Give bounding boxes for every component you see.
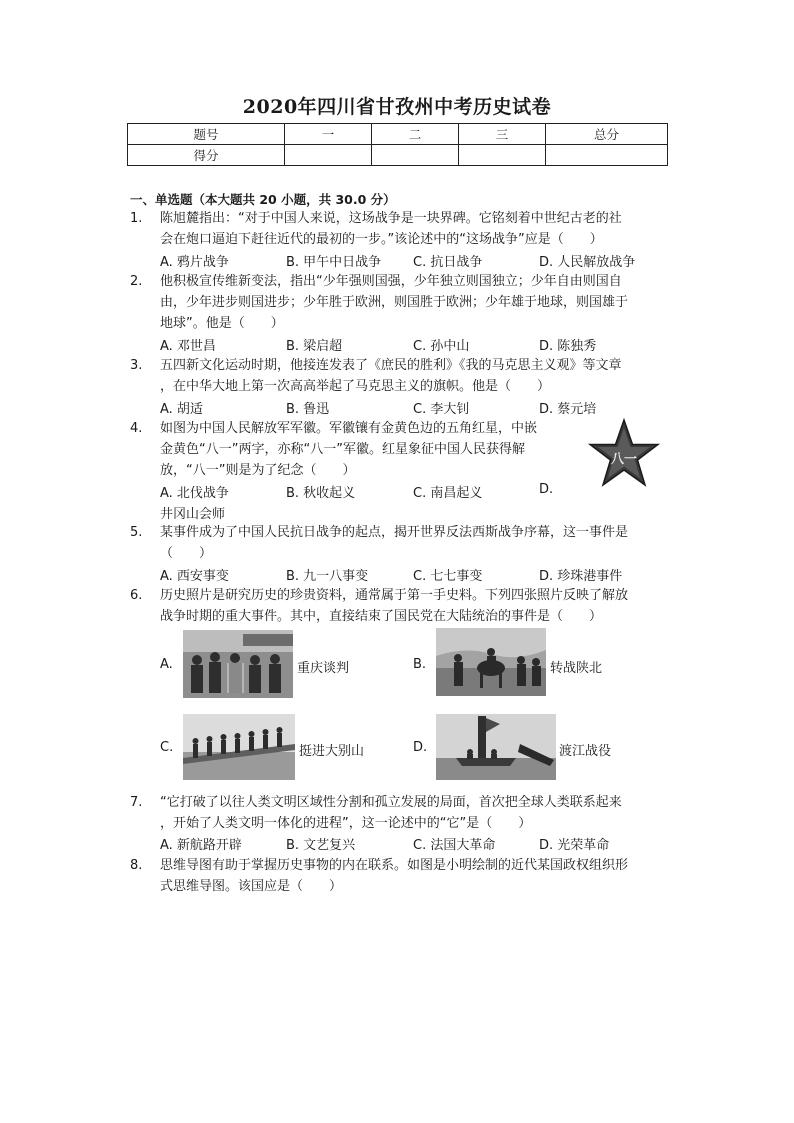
question-number: 8. xyxy=(130,858,143,873)
score-table xyxy=(127,123,668,166)
photo-option-c-letter[interactable]: C. xyxy=(160,740,174,755)
section-heading: 一、单选题（本大题共 20 小题，共 30.0 分） xyxy=(130,192,396,207)
yangtze-crossing-photo[interactable] xyxy=(436,714,556,780)
stem-line: ，开始了人类文明一体化的进程”，这一论述中的“它”是（ ） xyxy=(160,816,532,831)
question-stem xyxy=(160,355,665,397)
photo-option-a-letter[interactable]: A. xyxy=(160,657,173,672)
photo-option-c-caption: 挺进大别山 xyxy=(299,744,365,759)
photo-option-d-letter[interactable]: D. xyxy=(413,740,428,755)
question-stem xyxy=(160,418,590,481)
chongqing-negotiation-photo[interactable] xyxy=(183,630,293,698)
stem-line: 会在炮口逼迫下赶往近代的最初的一步。”该论述中的“这场战争”应是（ ） xyxy=(160,232,603,247)
score-header-cell: 题号 xyxy=(128,124,285,145)
option-d[interactable]: D. 人民解放战争 xyxy=(539,255,636,270)
question-stem xyxy=(160,522,665,564)
dabie-mountains-photo[interactable] xyxy=(183,714,295,780)
option-a[interactable]: A. 新航路开辟 xyxy=(160,838,242,853)
question-number: 2. xyxy=(130,274,143,289)
stem-line: 思维导图有助于掌握历史事物的内在联系。如图是小明绘制的近代某国政权组织形 xyxy=(160,858,629,873)
question-number: 3. xyxy=(130,358,143,373)
stem-line: 由，少年进步则国进步；少年胜于欧洲，则国胜于欧洲；少年雄于地球，则国雄于 xyxy=(160,295,629,310)
option-c[interactable]: C. 孙中山 xyxy=(413,339,470,354)
question-stem xyxy=(160,585,665,627)
photo-option-b-letter[interactable]: B. xyxy=(413,657,427,672)
army-emblem-star-icon xyxy=(588,418,660,490)
option-b[interactable]: B. 甲午中日战争 xyxy=(286,255,382,270)
option-b[interactable]: B. 九一八事变 xyxy=(286,569,369,584)
stem-line: 历史照片是研究历史的珍贵资料，通常属于第一手史料。下列四张照片反映了解放 xyxy=(160,588,629,603)
stem-line: 地球”。他是（ ） xyxy=(160,316,284,331)
stem-line: 陈旭麓指出：“对于中国人来说，这场战争是一块界碑。它铭刻着中世纪古老的社 xyxy=(160,211,622,226)
stem-line: 他积极宣传维新变法，指出“少年强则国强，少年独立则国独立；少年自由则国自 xyxy=(160,274,622,289)
option-b[interactable]: B. 秋收起义 xyxy=(286,486,356,501)
question-number: 7. xyxy=(130,795,143,810)
option-d[interactable]: D. 珍珠港事件 xyxy=(539,569,623,584)
option-c[interactable]: C. 法国大革命 xyxy=(413,838,496,853)
question-stem xyxy=(160,208,665,250)
option-b[interactable]: B. 文艺复兴 xyxy=(286,838,356,853)
stem-line: 五四新文化运动时期，他接连发表了《庶民的胜利》《我的马克思主义观》等文章 xyxy=(160,358,622,373)
option-c[interactable]: C. 抗日战争 xyxy=(413,255,483,270)
stem-line: 某事件成为了中国人民抗日战争的起点，揭开世界反法西斯战争序幕，这一事件是 xyxy=(160,525,629,540)
score-table-header-row xyxy=(128,124,668,145)
question-number: 5. xyxy=(130,525,143,540)
emblem-text: 八一 xyxy=(610,452,638,467)
option-d[interactable]: D. xyxy=(539,482,554,497)
score-header-cell: 三 xyxy=(459,124,546,145)
question-stem xyxy=(160,792,665,834)
option-a[interactable]: A. 西安事变 xyxy=(160,569,229,584)
option-d[interactable]: D. 陈独秀 xyxy=(539,339,597,354)
question-number: 6. xyxy=(130,588,143,603)
score-table-score-row xyxy=(128,145,668,166)
score-header-cell: 一 xyxy=(285,124,372,145)
option-c[interactable]: C. 七七事变 xyxy=(413,569,483,584)
stem-line: （ ） xyxy=(160,546,213,561)
question-stem xyxy=(160,855,665,897)
option-b[interactable]: B. 梁启超 xyxy=(286,339,343,354)
score-row-label: 得分 xyxy=(128,145,285,166)
option-a[interactable]: A. 鸦片战争 xyxy=(160,255,229,270)
option-a[interactable]: A. 邓世昌 xyxy=(160,339,216,354)
score-cell xyxy=(372,145,459,166)
question-number: 4. xyxy=(130,421,143,436)
photo-option-d-caption: 渡江战役 xyxy=(559,744,612,759)
stem-line: 如图为中国人民解放军军徽。军徽镶有金黄色边的五角红星，中嵌 xyxy=(160,421,538,436)
stem-line: 战争时期的重大事件。其中，直接结束了国民党在大陆统治的事件是（ ） xyxy=(160,609,603,624)
option-c[interactable]: C. 李大钊 xyxy=(413,402,470,417)
score-cell xyxy=(546,145,668,166)
photo-option-b-caption: 转战陕北 xyxy=(550,661,603,676)
stem-line: ，在中华大地上第一次高高举起了马克思主义的旗帜。他是（ ） xyxy=(160,379,551,394)
exam-title: 2020年四川省甘孜州中考历史试卷 xyxy=(242,96,552,118)
option-d[interactable]: D. 蔡元培 xyxy=(539,402,597,417)
option-a[interactable]: A. 北伐战争 xyxy=(160,486,229,501)
score-header-cell: 二 xyxy=(372,124,459,145)
stem-line: 金黄色“八一”两字，亦称“八一”军徽。红星象征中国人民获得解 xyxy=(160,442,525,457)
option-c[interactable]: C. 南昌起义 xyxy=(413,486,483,501)
question-number: 1. xyxy=(130,211,143,226)
option-b[interactable]: B. 鲁迅 xyxy=(286,402,330,417)
option-d[interactable]: D. 光荣革命 xyxy=(539,838,610,853)
stem-line: “它打破了以往人类文明区域性分割和孤立发展的局面，首次把全球人类联系起来 xyxy=(160,795,622,810)
stem-line: 式思维导图。该国应是（ ） xyxy=(160,879,343,894)
stem-line: 放，“八一”则是为了纪念（ ） xyxy=(160,463,356,478)
question-stem xyxy=(160,271,665,334)
northern-shaanxi-photo[interactable] xyxy=(436,628,546,696)
option-a[interactable]: A. 胡适 xyxy=(160,402,203,417)
option-d-text[interactable]: 井冈山会师 xyxy=(160,507,226,522)
score-cell xyxy=(285,145,372,166)
score-cell xyxy=(459,145,546,166)
score-header-cell: 总分 xyxy=(546,124,668,145)
photo-option-a-caption: 重庆谈判 xyxy=(297,661,350,676)
